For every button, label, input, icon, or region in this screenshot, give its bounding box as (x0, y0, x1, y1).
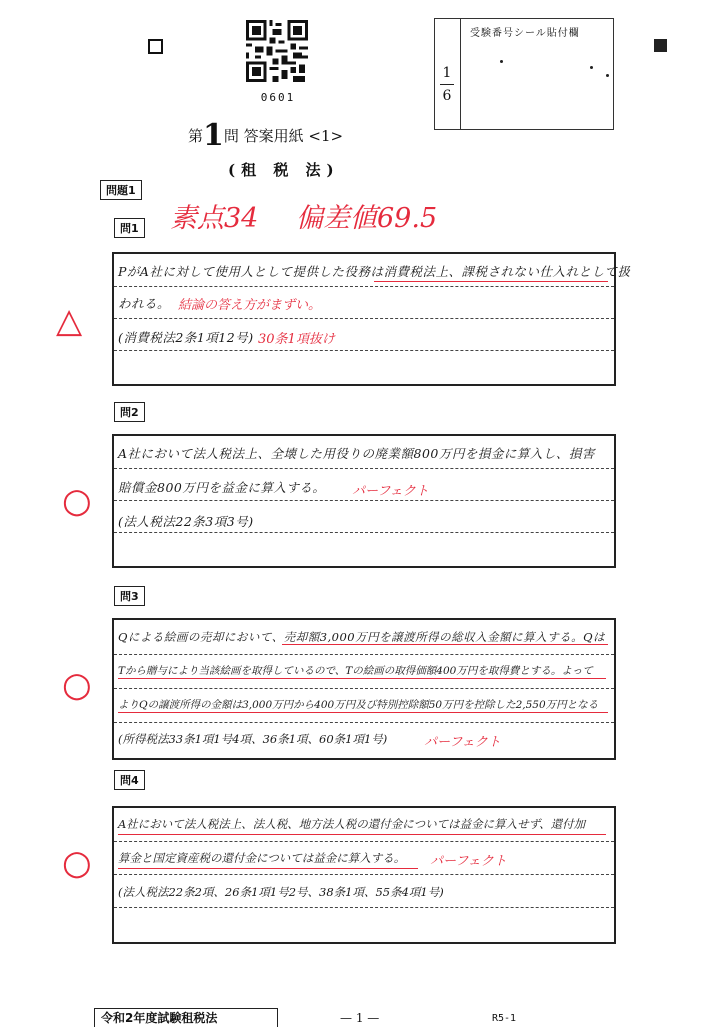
red-underline (374, 281, 608, 282)
sheet-numerator: 1 (442, 65, 452, 81)
answer-1-line-2: われる。 (118, 296, 171, 311)
red-underline (118, 712, 608, 713)
qr-code-icon (246, 20, 308, 82)
comment-1-a: 結論の答え方がまずい。 (178, 298, 322, 313)
answer-3-line-3: よりQの譲渡所得の金額は3,000万円から400万円及び特別控除額50万円を控除した2,550万円となる (118, 699, 599, 711)
footer-page-number: — 1 — (340, 1011, 380, 1025)
red-underline (118, 834, 606, 835)
deviation-note: 偏差値69.5 (296, 203, 438, 234)
registration-mark-right (654, 39, 667, 52)
page-title (188, 118, 343, 153)
answer-4-line-1: A社において法人税法上、法人税、地方法人税の還付金については益金に算入せず、還付加 (118, 817, 586, 831)
title-number: 1 (203, 118, 224, 153)
title-suffix: 問 答案用紙 <1> (223, 127, 344, 145)
footer-title: 令和2年度試験租税法 (94, 1008, 278, 1027)
grade-mark-circle-icon: ○ (62, 665, 92, 705)
answer-3-line-1: Qによる絵画の売却において、売却額3,000万円を譲渡所得の総収入金額に算入する。Qは (118, 630, 606, 644)
problem-label: 問題1 (100, 180, 142, 200)
footer-code: R5-1 (492, 1013, 517, 1024)
question-label-1: 問1 (114, 218, 145, 238)
question-label-3: 問3 (114, 586, 145, 606)
answer-3-line-4: (所得税法33条1項1号4項、36条1項、60条1項1号) (118, 732, 388, 746)
answer-2-line-3: (法人税法22条3項3号) (118, 514, 254, 529)
grade-mark-triangle-icon: △ (56, 301, 83, 341)
sheet-fraction-line (440, 84, 454, 85)
answer-3-line-2: Tから贈与により当該絵画を取得しているので、Tの絵画の取得価額400万円を取得費とする。よって (118, 665, 593, 677)
answer-4-line-3: (法人税法22条2項、26条1項1号2号、38条1項、55条4項1号) (118, 885, 444, 899)
comment-1-b: 30条1項抜け (258, 332, 335, 347)
sheet-number (438, 66, 456, 103)
question-label-2: 問2 (114, 402, 145, 422)
title-prefix: 第 (188, 127, 204, 145)
answer-4-line-2: 算金と国定資産税の還付金については益金に算入する。 (118, 851, 406, 865)
grade-mark-circle-icon: ○ (62, 843, 92, 883)
red-underline (282, 644, 608, 645)
speck (590, 66, 593, 69)
red-underline (118, 868, 418, 869)
red-underline (118, 678, 606, 679)
answer-1-line-3: (消費税法2条1項12号) (118, 330, 254, 345)
answer-2-line-1: A社において法人税法上、全壊した用役りの廃業額800万円を損金に算入し、損害 (118, 446, 595, 461)
question-label-4: 問4 (114, 770, 145, 790)
answer-1-line-1: PがA社に対して使用人として提供した役務は消費税法上、課税されない仕入れとして扱 (118, 264, 631, 279)
sheet-denominator: 6 (442, 88, 452, 104)
comment-3: パーフェクト (424, 735, 501, 750)
score-note: 素点34 (170, 203, 259, 234)
grade-mark-circle-icon: ○ (62, 481, 92, 521)
registration-mark-left (148, 39, 163, 54)
answer-2-line-2: 賠償金800万円を益金に算入する。 (118, 480, 326, 495)
comment-4: パーフェクト (430, 854, 507, 869)
qr-number: 0601 (260, 91, 296, 104)
seal-divider (460, 18, 461, 130)
speck (500, 60, 503, 63)
subject-title: (租 税 法) (228, 161, 340, 179)
speck (606, 74, 609, 77)
seal-label: 受験番号シール貼付欄 (470, 28, 580, 39)
comment-2: パーフェクト (352, 484, 429, 499)
